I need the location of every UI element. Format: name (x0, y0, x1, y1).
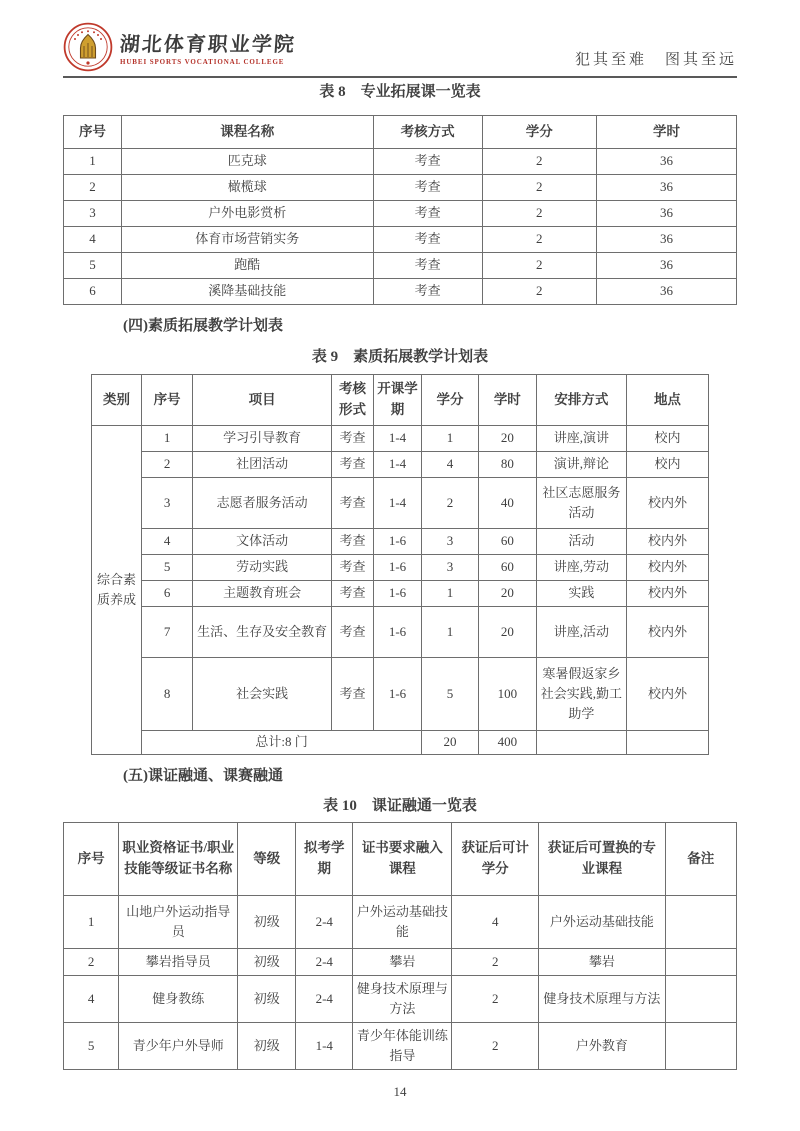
column-header: 学时 (478, 375, 536, 426)
table-row (92, 607, 709, 658)
column-header: 项目 (193, 375, 332, 426)
cell: 4 (141, 529, 192, 555)
cell: 跑酷 (121, 253, 373, 279)
cell: 2 (482, 175, 596, 201)
cell: 1-6 (373, 607, 421, 658)
table-row (64, 976, 737, 1023)
cell: 20 (478, 426, 536, 452)
cell: 考查 (373, 227, 482, 253)
cell: 攀岩 (539, 949, 666, 976)
cell: 考查 (373, 201, 482, 227)
cell: 考查 (332, 555, 374, 581)
cell: 户外运动基础技能 (539, 896, 666, 949)
cell: 考查 (373, 149, 482, 175)
cell: 5 (141, 555, 192, 581)
section5-heading: (五)课证融通、课赛融通 (123, 768, 283, 784)
cell: 讲座,活动 (536, 607, 626, 658)
college-name-zh: 湖北体育职业学院 (119, 34, 297, 56)
cell: 100 (478, 658, 536, 731)
cell: 20 (422, 731, 479, 755)
column-header: 序号 (64, 823, 119, 896)
cell: 2 (482, 279, 596, 305)
cell: 1 (141, 426, 192, 452)
table-row (64, 896, 737, 949)
table-row (64, 949, 737, 976)
table-row (92, 529, 709, 555)
cell: 溪降基础技能 (121, 279, 373, 305)
cell: 36 (597, 149, 737, 175)
cell: 40 (478, 478, 536, 529)
page-header (63, 22, 737, 78)
cell: 2 (482, 201, 596, 227)
cell: 1-4 (373, 478, 421, 529)
cell: 考查 (332, 529, 374, 555)
cell: 2 (422, 478, 479, 529)
table-header-row (92, 375, 709, 426)
table-quality-development-plan (91, 374, 709, 755)
cell: 2 (482, 253, 596, 279)
cell: 2 (482, 149, 596, 175)
table9-caption: 表 9 素质拓展教学计划表 (311, 349, 489, 365)
column-header: 序号 (141, 375, 192, 426)
column-header: 序号 (64, 116, 122, 149)
column-header: 证书要求融入课程 (353, 823, 452, 896)
cell: 社团活动 (193, 452, 332, 478)
cell: 考查 (332, 658, 374, 731)
cell: 7 (141, 607, 192, 658)
cell: 户外电影赏析 (121, 201, 373, 227)
cell: 户外运动基础技能 (353, 896, 452, 949)
table-row (92, 555, 709, 581)
table-row (64, 149, 737, 175)
table-professional-expansion-courses (63, 115, 737, 305)
cell: 校内外 (626, 658, 708, 731)
cell: 考查 (332, 478, 374, 529)
cell: 20 (478, 581, 536, 607)
cell: 2 (64, 175, 122, 201)
cell: 1-6 (373, 529, 421, 555)
cell: 初级 (238, 976, 296, 1023)
cell: 初级 (238, 896, 296, 949)
cell: 1-4 (373, 452, 421, 478)
table-row (64, 253, 737, 279)
cell (665, 976, 736, 1023)
category-cell: 综合素质养成 (92, 426, 142, 755)
cell: 2-4 (296, 896, 353, 949)
table-row (64, 227, 737, 253)
cell: 1 (64, 149, 122, 175)
cell: 体育市场营销实务 (121, 227, 373, 253)
column-header: 考核形式 (332, 375, 374, 426)
column-header: 学分 (422, 375, 479, 426)
cell: 校内 (626, 452, 708, 478)
cell: 初级 (238, 949, 296, 976)
cell: 5 (422, 658, 479, 731)
cell (665, 896, 736, 949)
column-header: 获证后可计学分 (452, 823, 539, 896)
cell: 4 (452, 896, 539, 949)
cell: 攀岩 (353, 949, 452, 976)
cell: 健身教练 (119, 976, 238, 1023)
cell: 6 (141, 581, 192, 607)
table10-caption: 表 10 课证融通一览表 (323, 798, 477, 814)
cell: 1 (64, 896, 119, 949)
cell: 2 (482, 227, 596, 253)
cell: 校内外 (626, 555, 708, 581)
cell: 4 (422, 452, 479, 478)
table-total-row (92, 731, 709, 755)
cell: 3 (64, 201, 122, 227)
college-name-block (120, 28, 296, 66)
cell: 志愿者服务活动 (193, 478, 332, 529)
column-header: 学分 (482, 116, 596, 149)
cell: 劳动实践 (193, 555, 332, 581)
cell: 讲座,劳动 (536, 555, 626, 581)
cell: 校内外 (626, 478, 708, 529)
table-row (64, 279, 737, 305)
cell: 60 (478, 555, 536, 581)
cell: 2-4 (296, 976, 353, 1023)
total-label-cell: 总计:8 门 (141, 731, 421, 755)
cell: 讲座,演讲 (536, 426, 626, 452)
cell: 匹克球 (121, 149, 373, 175)
table-row (92, 478, 709, 529)
table-header-row (64, 823, 737, 896)
cell: 社区志愿服务活动 (536, 478, 626, 529)
column-header: 考核方式 (373, 116, 482, 149)
cell: 1 (422, 607, 479, 658)
table-row (64, 175, 737, 201)
cell: 36 (597, 227, 737, 253)
table-certificate-integration (63, 822, 737, 1070)
column-header: 学时 (597, 116, 737, 149)
cell: 活动 (536, 529, 626, 555)
cell: 考查 (332, 581, 374, 607)
cell: 演讲,辩论 (536, 452, 626, 478)
cell: 健身技术原理与方法 (353, 976, 452, 1023)
cell: 2 (141, 452, 192, 478)
cell: 校内 (626, 426, 708, 452)
cell: 4 (64, 976, 119, 1023)
cell: 2 (64, 949, 119, 976)
column-header: 类别 (92, 375, 142, 426)
cell (665, 1023, 736, 1070)
column-header: 职业资格证书/职业技能等级证书名称 (119, 823, 238, 896)
cell: 寒暑假返家乡社会实践,勤工助学 (536, 658, 626, 731)
cell: 2 (452, 949, 539, 976)
college-seal-icon (63, 22, 113, 72)
cell: 校内外 (626, 529, 708, 555)
table8-caption: 表 8 专业拓展课一览表 (319, 84, 481, 100)
cell: 1 (422, 426, 479, 452)
cell: 考查 (373, 175, 482, 201)
cell (536, 731, 626, 755)
cell: 36 (597, 253, 737, 279)
cell: 5 (64, 1023, 119, 1070)
table-row (92, 426, 709, 452)
column-header: 等级 (238, 823, 296, 896)
table-header-row (64, 116, 737, 149)
page-number: 14 (393, 1084, 407, 1099)
column-header: 课程名称 (121, 116, 373, 149)
cell: 3 (422, 529, 479, 555)
cell: 6 (64, 279, 122, 305)
table-row (92, 658, 709, 731)
cell: 2-4 (296, 949, 353, 976)
cell: 2 (452, 976, 539, 1023)
column-header: 备注 (665, 823, 736, 896)
cell: 8 (141, 658, 192, 731)
cell: 攀岩指导员 (119, 949, 238, 976)
cell: 20 (478, 607, 536, 658)
cell: 400 (478, 731, 536, 755)
cell: 青少年户外导师 (119, 1023, 238, 1070)
table-row (92, 452, 709, 478)
cell: 1-4 (296, 1023, 353, 1070)
cell: 3 (141, 478, 192, 529)
cell: 主题教育班会 (193, 581, 332, 607)
table-row (92, 581, 709, 607)
column-header: 开课学期 (373, 375, 421, 426)
cell: 5 (64, 253, 122, 279)
cell: 学习引导教育 (193, 426, 332, 452)
cell: 1-6 (373, 581, 421, 607)
cell: 36 (597, 175, 737, 201)
cell: 36 (597, 201, 737, 227)
cell: 橄榄球 (121, 175, 373, 201)
cell: 文体活动 (193, 529, 332, 555)
cell: 考查 (332, 607, 374, 658)
cell: 1-6 (373, 555, 421, 581)
cell: 山地户外运动指导员 (119, 896, 238, 949)
cell: 生活、生存及安全教育 (193, 607, 332, 658)
table-row (64, 1023, 737, 1070)
cell: 考查 (373, 253, 482, 279)
cell: 校内外 (626, 581, 708, 607)
cell: 健身技术原理与方法 (539, 976, 666, 1023)
column-header: 获证后可置换的专业课程 (539, 823, 666, 896)
college-name-en: HUBEI SPORTS VOCATIONAL COLLEGE (120, 58, 285, 66)
table-row (64, 201, 737, 227)
cell: 1 (422, 581, 479, 607)
cell: 户外教育 (539, 1023, 666, 1070)
column-header: 地点 (626, 375, 708, 426)
column-header: 拟考学期 (296, 823, 353, 896)
cell: 36 (597, 279, 737, 305)
cell: 3 (422, 555, 479, 581)
cell: 初级 (238, 1023, 296, 1070)
cell: 社会实践 (193, 658, 332, 731)
cell: 考查 (332, 426, 374, 452)
cell (626, 731, 708, 755)
cell: 4 (64, 227, 122, 253)
cell: 1-4 (373, 426, 421, 452)
cell: 校内外 (626, 607, 708, 658)
cell: 青少年体能训练指导 (353, 1023, 452, 1070)
column-header: 安排方式 (536, 375, 626, 426)
cell: 2 (452, 1023, 539, 1070)
cell (665, 949, 736, 976)
header-slogan: 犯其至难 图其至远 (574, 52, 737, 68)
cell: 1-6 (373, 658, 421, 731)
cell: 考查 (332, 452, 374, 478)
college-logo (63, 22, 296, 72)
cell: 考查 (373, 279, 482, 305)
section4-heading: (四)素质拓展教学计划表 (123, 318, 283, 334)
cell: 80 (478, 452, 536, 478)
cell: 60 (478, 529, 536, 555)
cell: 实践 (536, 581, 626, 607)
